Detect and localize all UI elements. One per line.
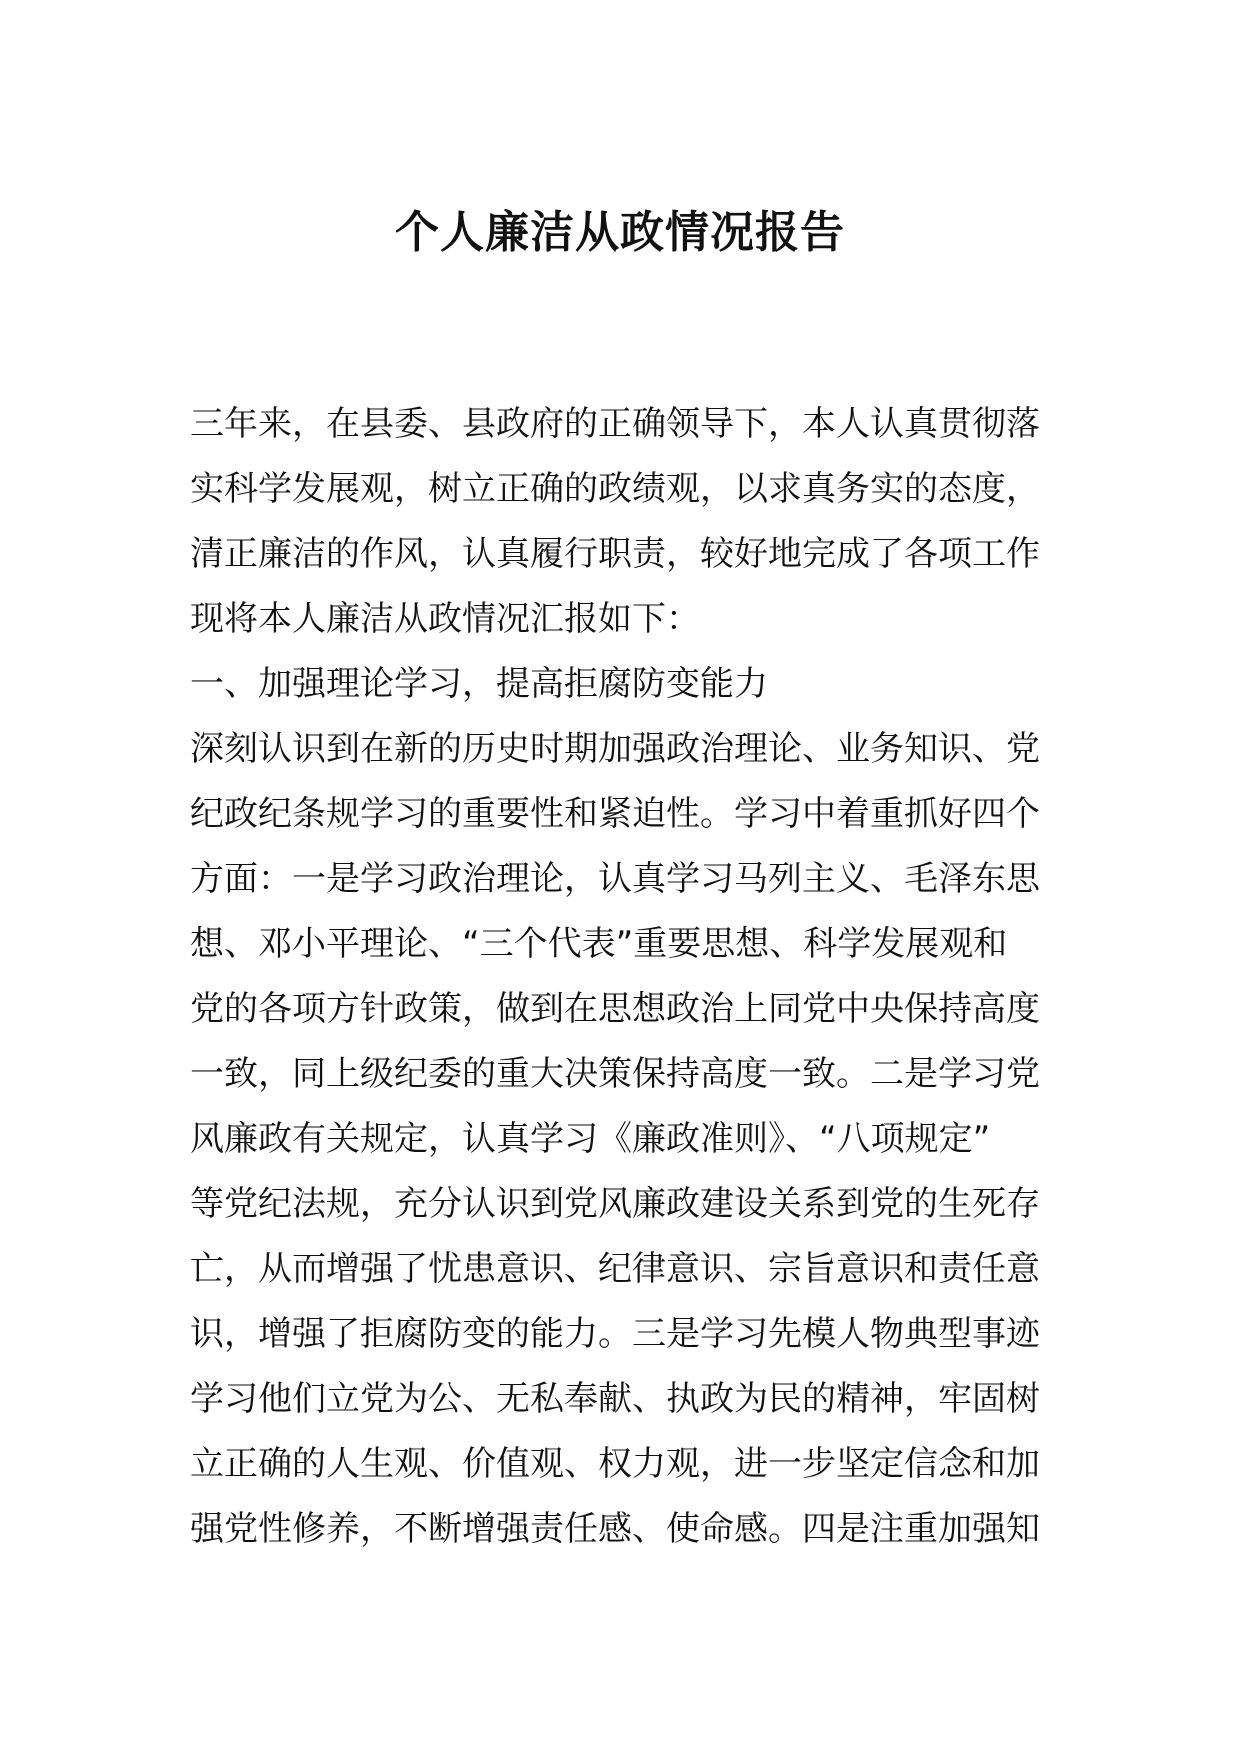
document-body [190, 392, 1070, 1562]
body-line: 强党性修养，不断增强责任感、使命感。四是注重加强知 [190, 1509, 1040, 1549]
section-heading: 一、加强理论学习，提高拒腐防变能力 [190, 664, 768, 704]
body-line: 党的各项方针政策，做到在思想政治上同党中央保持高度 [190, 989, 1040, 1029]
body-line: 识，增强了拒腐防变的能力。三是学习先模人物典型事迹 [190, 1314, 1040, 1354]
body-line: 深刻认识到在新的历史时期加强政治理论、业务知识、党 [190, 729, 1040, 769]
body-line: 一致，同上级纪委的重大决策保持高度一致。二是学习党 [190, 1054, 1040, 1094]
body-line: 风廉政有关规定，认真学习《廉政准则》、“八项规定” [190, 1119, 991, 1159]
body-line: 立正确的人生观、价值观、权力观，进一步坚定信念和加 [190, 1444, 1040, 1484]
body-line: 现将本人廉洁从政情况汇报如下： [190, 599, 700, 639]
body-line: 实科学发展观，树立正确的政绩观，以求真务实的态度， [190, 469, 1040, 509]
body-line: 等党纪法规，充分认识到党风廉政建设关系到党的生死存 [190, 1184, 1040, 1224]
body-line: 学习他们立党为公、无私奉献、执政为民的精神，牢固树 [190, 1379, 1040, 1419]
body-line: 纪政纪条规学习的重要性和紧迫性。学习中着重抓好四个 [190, 794, 1040, 834]
body-line: 三年来，在县委、县政府的正确领导下，本人认真贯彻落 [190, 404, 1040, 444]
body-line: 亡，从而增强了忧患意识、纪律意识、宗旨意识和责任意 [190, 1249, 1040, 1289]
body-line: 方面：一是学习政治理论，认真学习马列主义、毛泽东思 [190, 859, 1040, 899]
document-title: 个人廉洁从政情况报告 [395, 207, 845, 258]
body-line: 想、邓小平理论、“三个代表”重要思想、科学发展观和 [190, 924, 1008, 964]
body-line: 清正廉洁的作风，认真履行职责，较好地完成了各项工作 [190, 534, 1040, 574]
